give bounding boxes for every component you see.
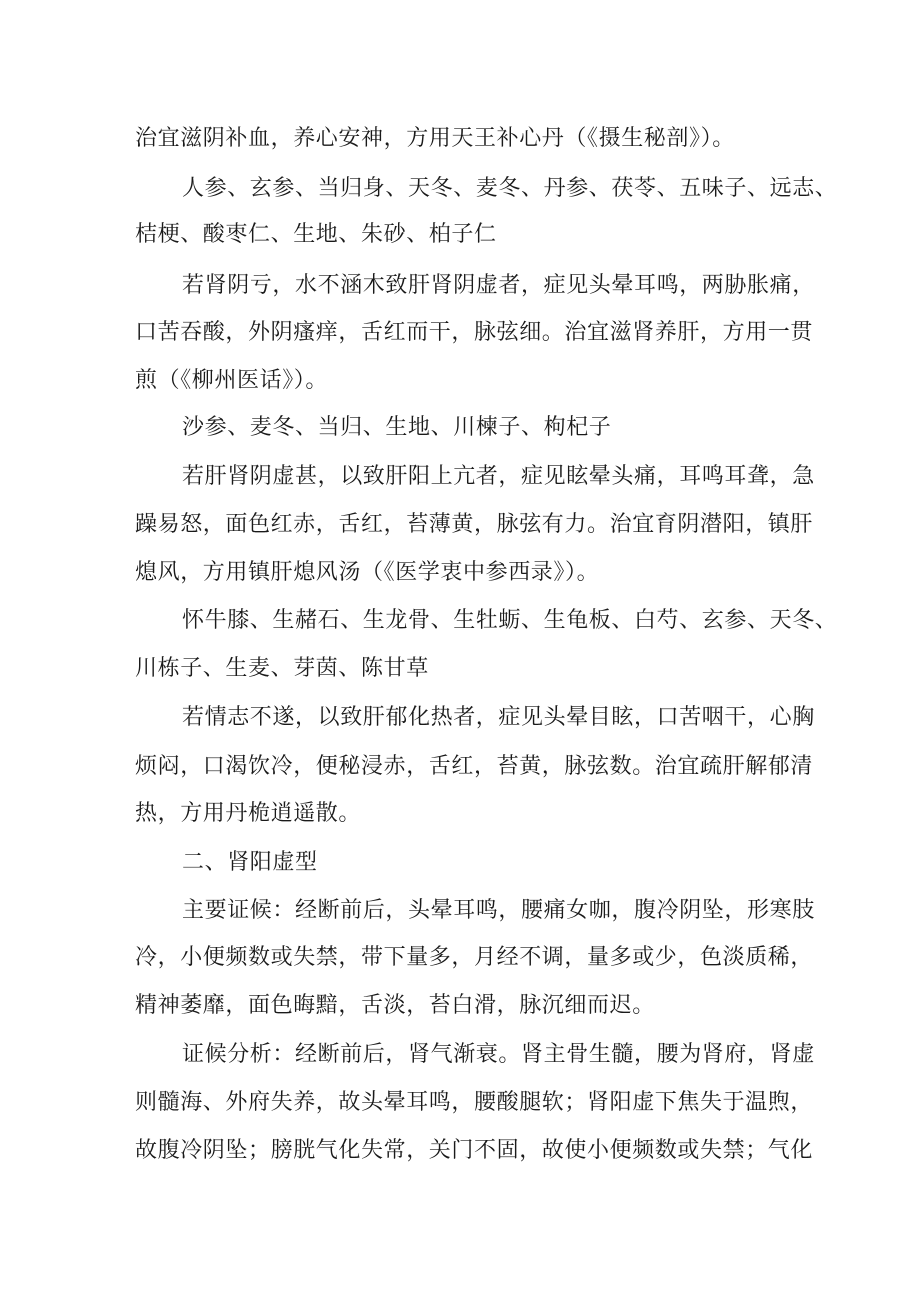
text-line: 熄风，方用镇肝熄风汤（《医学衷中参西录》）。 [135, 560, 600, 585]
text-line: 精神萎靡，面色晦黯，舌淡，苔白滑，脉沉细而迟。 [135, 993, 655, 1018]
text-line: 烦闷，口渴饮冷，便秘浸赤，舌红，苔黄，脉弦数。治宜疏肝解郁清 [135, 754, 814, 779]
text-line: 躁易怒，面色红赤，舌红，苔薄黄，脉弦有力。治宜育阴潜阳，镇肝 [135, 512, 814, 537]
text-line: 治宜滋阴补血，养心安神，方用天王补心丹（《摄生秘剖》）。 [135, 126, 735, 151]
text-line: 煎（《柳州医话》）。 [135, 368, 329, 393]
text-line: 怀牛膝、生赭石、生龙骨、生牡蛎、生龟板、白芍、玄参、天冬、 [182, 608, 838, 633]
text-line: 川栋子、生麦、芽茵、陈甘草 [135, 656, 429, 681]
text-line: 若情志不遂，以致肝郁化热者，症见头晕目眩，口苦咽干，心胸 [182, 705, 815, 730]
text-line: 故腹冷阴坠；膀胱气化失常，关门不固，故使小便频数或失禁；气化 [135, 1138, 814, 1163]
text-line: 桔梗、酸枣仁、生地、朱砂、柏子仁 [135, 222, 497, 247]
text-line: 口苦吞酸，外阴瘙痒，舌红而干，脉弦细。治宜滋肾养肝，方用一贯 [135, 320, 814, 345]
text-line: 若肝肾阴虚甚，以致肝阳上亢者，症见眩晕头痛，耳鸣耳聋，急 [182, 464, 815, 489]
text-line: 冷，小便频数或失禁，带下量多，月经不调，量多或少，色淡质稀， [135, 945, 814, 970]
text-line: 若肾阴亏，水不涵木致肝肾阴虚者，症见头晕耳鸣，两胁胀痛， [182, 273, 815, 298]
text-line: 沙参、麦冬、当归、生地、川楝子、枸杞子 [182, 415, 612, 440]
text-line: 人参、玄参、当归身、天冬、麦冬、丹参、茯苓、五味子、远志、 [182, 176, 838, 201]
text-line: 热，方用丹桅逍遥散。 [135, 801, 362, 826]
text-line: 则髓海、外府失养，故头晕耳鸣，腰酸腿软；肾阳虚下焦失于温煦， [135, 1090, 814, 1115]
text-line: 证候分析：经断前后，肾气渐衰。肾主骨生髓，腰为肾府，肾虚 [182, 1042, 815, 1067]
section-heading: 二、肾阳虚型 [182, 850, 318, 875]
text-line: 主要证候：经断前后，头晕耳鸣，腰痛女咖，腹冷阴坠，形寒肢 [182, 898, 815, 923]
